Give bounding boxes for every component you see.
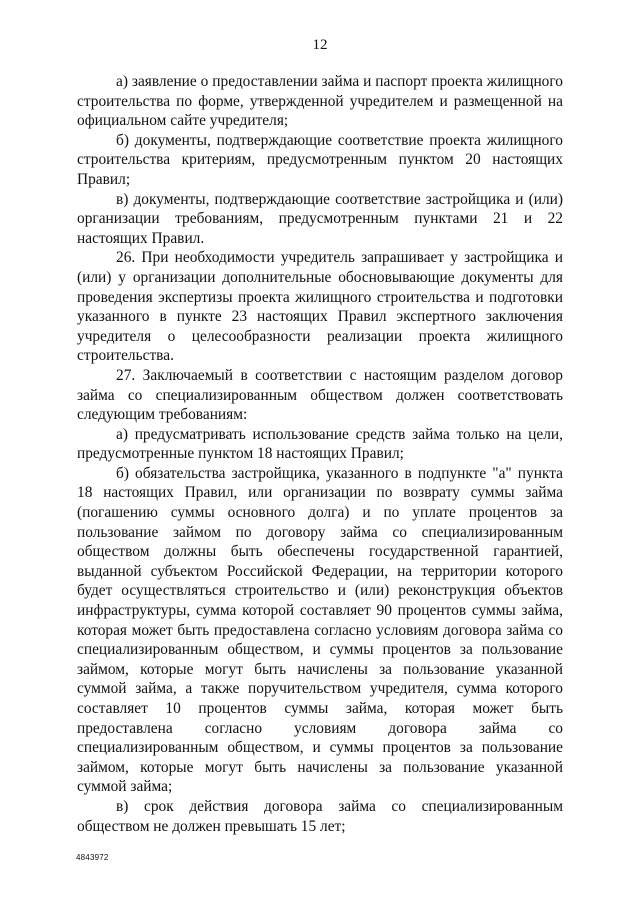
page-number: 12 (312, 37, 328, 53)
paragraph-25c: в) документы, подтверждающие соответствие застройщика и (или) организации требованиям, предусмотренным пунктами 21 и 22 настоящих Правил. (77, 190, 563, 247)
document-id: 4843972 (76, 853, 109, 862)
paragraph-26: 26. При необходимости учредитель запрашивает у застройщика и (или) у организации дополнительные обосновывающие документы для проведения экспертизы проекта жилищного строительства и подготовки указанного в пункте 23 настоящих Правил экспертного заключения учредителя о целесообразности реализации проекта жилищного строительства. (77, 249, 563, 365)
paragraph-27: 27. Заключаемый в соответствии с настоящим разделом договор займа со специализированным обществом должен соответствовать следующим требованиям: (77, 366, 563, 424)
paragraph-25a: а) заявление о предоставлении займа и паспорт проекта жилищного строительства по форме, утвержденной учредителем и размещенной на официальном сайте учредителя; (77, 73, 563, 130)
document-body (77, 72, 563, 836)
paragraph-27a: а) предусматривать использование средств займа только на цели, предусмотренные пунктом 18 настоящих Правил; (77, 425, 563, 463)
paragraph-27b: б) обязательства застройщика, указанного в подпункте "а" пункта 18 настоящих Правил, или организации по возврату суммы займа (погашению суммы основного долга) и по уплате процентов за пользование займом по договору займа со специализированным обществом должны быть обеспечены государственной гарантией, выданной субъектом Российской Федерации, на территории которого будет осуществляться строительство и (или) реконструкция объектов инфраструктуры, сумма которой составляет 90 процентов суммы займа, которая может быть предоставлена согласно условиям договора займа со специализированным обществом, и суммы процентов за пользование займом, которые могут быть начислены за пользование указанной суммой займа, а также поручительством учредителя, сумма которого составляет 10 процентов суммы займа, которая может быть предоставлена согласно условиям договора займа со специализированным обществом, и суммы процентов за пользование займом, которые могут быть начислены за пользование указанной суммой займа; (77, 464, 563, 796)
paragraph-27c: в) срок действия договора займа со специализированным обществом не должен превышать 15 лет; (77, 797, 563, 835)
paragraph-25b: б) документы, подтверждающие соответствие проекта жилищного строительства критериям, предусмотренным пунктом 20 настоящих Правил; (77, 131, 563, 188)
